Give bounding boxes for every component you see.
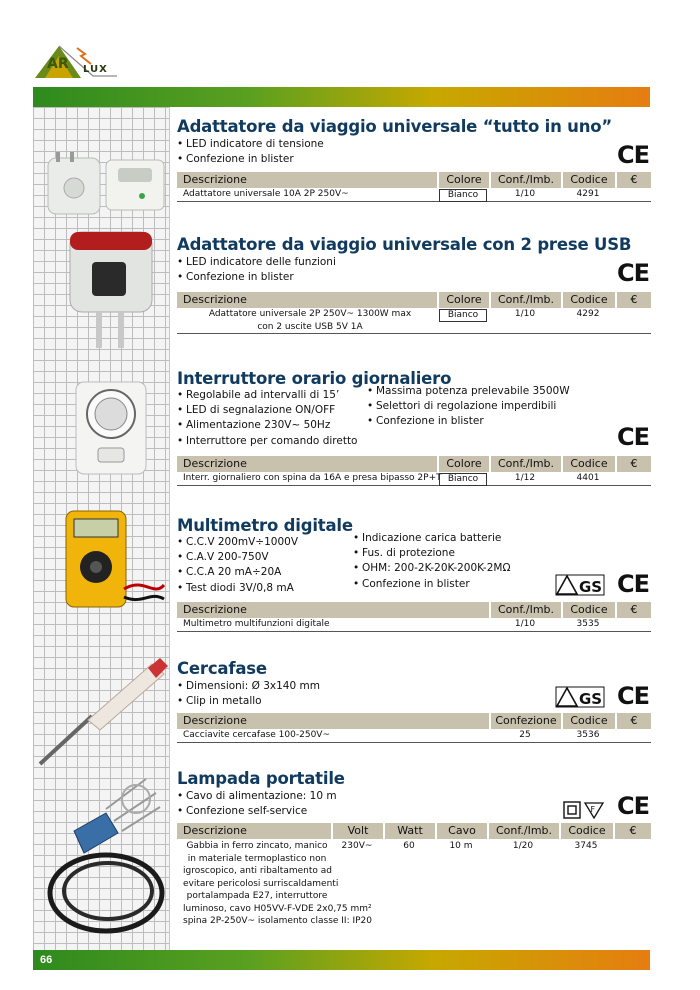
gs-safety-mark-icon (555, 574, 605, 596)
cell-codice: 3536 (576, 730, 600, 740)
cell-descrizione: Adattatore universale 10A 2P 250V~ (183, 189, 349, 199)
cell-conf: 1/10 (514, 619, 536, 629)
product-title: Cercafase (177, 659, 267, 678)
page-number: 66 (40, 954, 53, 966)
product-title: Adattatore da viaggio universale “tutto in uno” (177, 117, 613, 136)
col-codice: Codice (561, 456, 615, 472)
col-codice: Codice (561, 602, 615, 618)
col-codice: Codice (561, 713, 615, 729)
col-euro: € (615, 172, 651, 188)
col-codice: Codice (559, 823, 613, 839)
cell-codice: 4401 (576, 473, 600, 483)
table-header (177, 172, 651, 188)
feature-list-left (177, 535, 353, 596)
cell-conf: 1/12 (514, 473, 536, 483)
ce-mark-icon: CE (617, 570, 650, 598)
cell-colore: Bianco (439, 189, 487, 202)
svg-text:GS: GS (579, 578, 603, 596)
feature-list-right (353, 531, 511, 596)
col-conf: Conf./Imb. (487, 823, 559, 839)
col-conf: Conf./Imb. (489, 292, 561, 308)
feature-item: • Fus. di protezione (353, 546, 511, 561)
col-descrizione: Descrizione (183, 293, 247, 306)
col-conf: Conf./Imb. (489, 172, 561, 188)
f-mark-icon: F (590, 805, 596, 814)
cell-price (615, 188, 651, 201)
col-cavo: Cavo (435, 823, 487, 839)
product-title: Multimetro digitale (177, 516, 353, 535)
cell-codice: 4291 (576, 189, 600, 199)
col-descrizione: Descrizione (183, 457, 247, 470)
cell-descrizione-line: in materiale termoplastico non (187, 853, 327, 864)
table-header (177, 823, 651, 839)
cell-conf: 1/20 (512, 841, 534, 851)
col-descrizione: Descrizione (183, 824, 247, 837)
ce-mark-icon: CE (617, 423, 650, 451)
section-phase-tester (177, 659, 651, 749)
cell-codice: 4292 (576, 309, 600, 319)
feature-list-left (177, 388, 367, 449)
table-row (177, 472, 651, 486)
feature-item: • Cavo di alimentazione: 10 m (177, 789, 651, 804)
table-header (177, 713, 651, 729)
cell-descrizione-line: Gabbia in ferro zincato, manico (186, 841, 328, 851)
section-multimeter (177, 516, 651, 634)
cell-descrizione: Multimetro multifunzioni digitale (183, 619, 330, 629)
brand-logo (33, 38, 123, 82)
col-descrizione: Descrizione (183, 603, 247, 616)
col-euro: € (615, 602, 651, 618)
col-descrizione: Descrizione (183, 173, 247, 186)
col-euro: € (615, 456, 651, 472)
cell-descrizione-line: portalampada E27, interruttore (186, 891, 328, 901)
table-row (177, 729, 651, 743)
cell-price (615, 729, 651, 742)
feature-list (177, 255, 651, 285)
feature-item: • Confezione self-service (177, 804, 651, 819)
cell-colore: Bianco (439, 309, 487, 322)
cell-descrizione-line: Adattatore universale 2P 250V~ 1300W max (208, 309, 412, 319)
col-codice: Codice (561, 292, 615, 308)
cell-descrizione-line: con 2 uscite USB 5V 1A (257, 321, 363, 332)
table-header (177, 292, 651, 308)
ce-mark-icon: CE (617, 259, 650, 287)
product-title: Lampada portatile (177, 769, 345, 788)
product-title: Interruttore orario giornaliero (177, 369, 452, 388)
class-ii-double-insulation-icon (563, 801, 607, 819)
ce-mark-icon: CE (617, 141, 650, 169)
bottom-color-band (33, 950, 650, 970)
feature-item: • Regolabile ad intervalli di 15’ (177, 388, 367, 403)
col-codice: Codice (561, 172, 615, 188)
feature-item: • Confezione in blister (177, 270, 651, 285)
col-watt: Watt (383, 823, 435, 839)
cell-price (615, 308, 651, 333)
feature-item: • LED indicatore delle funzioni (177, 255, 651, 270)
col-volt: Volt (331, 823, 383, 839)
feature-item: • Alimentazione 230V~ 50Hz (177, 418, 367, 433)
feature-item: • C.C.A 20 mA÷20A (177, 565, 353, 580)
usb-adapter-photo (62, 228, 162, 354)
table-row (177, 840, 651, 932)
cell-conf: 1/10 (514, 309, 536, 319)
cell-descrizione: Interr. giornaliero con spina da 16A e presa bipasso 2P+T (183, 473, 442, 483)
col-euro: € (615, 713, 651, 729)
col-colore: Colore (437, 456, 489, 472)
table-header (177, 456, 651, 472)
feature-item: • OHM: 200-2K-20K-200K-2MΩ (353, 561, 511, 576)
cell-descrizione-line: igroscopico, anti ribaltamento ad (183, 866, 332, 876)
screwdriver-photo (36, 656, 170, 768)
table-row (177, 188, 651, 202)
cell-descrizione-line: evitare pericolosi surriscaldamenti (183, 878, 339, 889)
section-daily-timer (177, 369, 651, 489)
feature-list (177, 137, 651, 167)
col-confezione: Confezione (489, 713, 561, 729)
feature-item: • Confezione in blister (367, 414, 570, 429)
cell-price (615, 618, 651, 631)
col-colore: Colore (437, 292, 489, 308)
feature-item: • Confezione in blister (177, 152, 651, 167)
feature-list-right (367, 384, 570, 449)
feature-item: • LED di segnalazione ON/OFF (177, 403, 367, 418)
ce-mark-icon: CE (617, 792, 650, 820)
col-conf: Conf./Imb. (489, 602, 561, 618)
timer-photo (64, 378, 160, 480)
col-conf: Conf./Imb. (489, 456, 561, 472)
feature-item: • Massima potenza prelevabile 3500W (367, 384, 570, 399)
cell-conf: 1/10 (514, 189, 536, 199)
feature-item: • Interruttore per comando diretto (177, 434, 367, 449)
multimeter-photo (58, 507, 168, 613)
cell-price (613, 840, 651, 932)
cell-volt: 230V~ (341, 841, 373, 851)
feature-item: • Clip in metallo (177, 694, 651, 709)
table-row (177, 308, 651, 334)
feature-item: • Confezione in blister (353, 577, 511, 592)
cell-price (615, 472, 651, 485)
table-header (177, 602, 651, 618)
logo-text: LUX (83, 64, 108, 75)
cell-watt: 60 (403, 841, 415, 851)
cell-cavo: 10 m (449, 841, 473, 851)
logo-mountain-icon (33, 38, 123, 82)
section-travel-adapter (177, 117, 651, 207)
col-euro: € (613, 823, 651, 839)
ce-mark-icon: CE (617, 682, 650, 710)
cell-confezione: 25 (519, 730, 531, 740)
cell-colore: Bianco (439, 473, 487, 486)
feature-item: • Indicazione carica batterie (353, 531, 511, 546)
feature-item: • C.A.V 200-750V (177, 550, 353, 565)
top-color-band (33, 87, 650, 107)
col-colore: Colore (437, 172, 489, 188)
feature-item: • LED indicatore di tensione (177, 137, 651, 152)
feature-item: • Dimensioni: Ø 3x140 mm (177, 679, 651, 694)
table-row (177, 618, 651, 632)
feature-item: • Selettori di regolazione imperdibili (367, 399, 570, 414)
logo-letters: AR (47, 56, 69, 72)
col-descrizione: Descrizione (183, 714, 247, 727)
gs-safety-mark-icon (555, 686, 605, 708)
svg-text:GS: GS (579, 690, 603, 708)
product-title: Adattatore da viaggio universale con 2 prese USB (177, 235, 632, 254)
cell-descrizione: Cacciavite cercafase 100-250V~ (183, 730, 330, 740)
section-portable-lamp (177, 769, 651, 939)
cell-descrizione-line: spina 2P-250V~ isolamento classe II: IP20 (183, 916, 373, 926)
cell-codice: 3535 (576, 619, 600, 629)
cell-codice: 3745 (574, 841, 598, 851)
feature-item: • Test diodi 3V/0,8 mA (177, 581, 353, 596)
col-euro: € (615, 292, 651, 308)
section-usb-adapter (177, 235, 651, 335)
adapter-photo (44, 150, 168, 218)
feature-item: • C.C.V 200mV÷1000V (177, 535, 353, 550)
work-lamp-photo (36, 773, 170, 943)
cell-descrizione-line: luminoso, cavo H05VV-F-VDE 2x0,75 mm² (183, 903, 372, 914)
